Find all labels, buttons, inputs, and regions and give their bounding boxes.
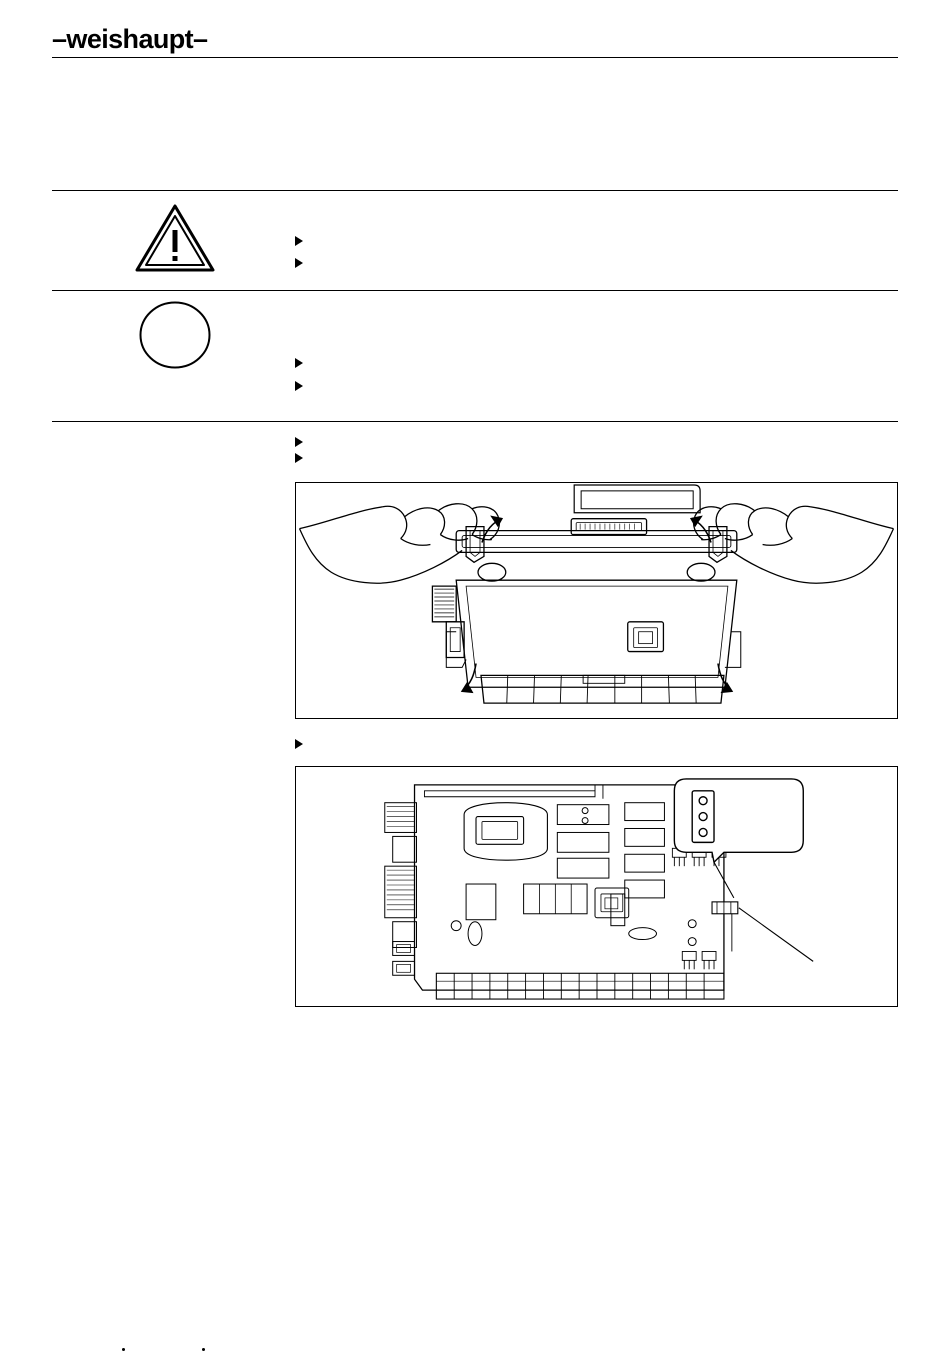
header-divider: [52, 57, 898, 58]
procedure-bullet-2: [295, 453, 303, 463]
section-divider-top: [52, 190, 898, 191]
warning-bullet-2: [295, 258, 303, 268]
section-divider-bottom: [52, 421, 898, 422]
footer-mark-2: [202, 1348, 205, 1351]
footer-mark-1: [122, 1348, 125, 1351]
note-bullet-2: [295, 381, 303, 391]
page-header: [52, 24, 898, 58]
brand-logo: –weishaupt–: [52, 24, 208, 54]
figure-pcb-jumper-detail: [295, 766, 898, 1007]
procedure-bullet-3: [295, 739, 303, 749]
warning-triangle-icon: [134, 202, 216, 274]
warning-bullet-1: [295, 236, 303, 246]
figure-control-unit-removal: [295, 482, 898, 719]
section-divider-middle: [52, 290, 898, 291]
note-bullet-1: [295, 358, 303, 368]
note-circle-icon: [138, 300, 212, 370]
procedure-bullet-1: [295, 437, 303, 447]
